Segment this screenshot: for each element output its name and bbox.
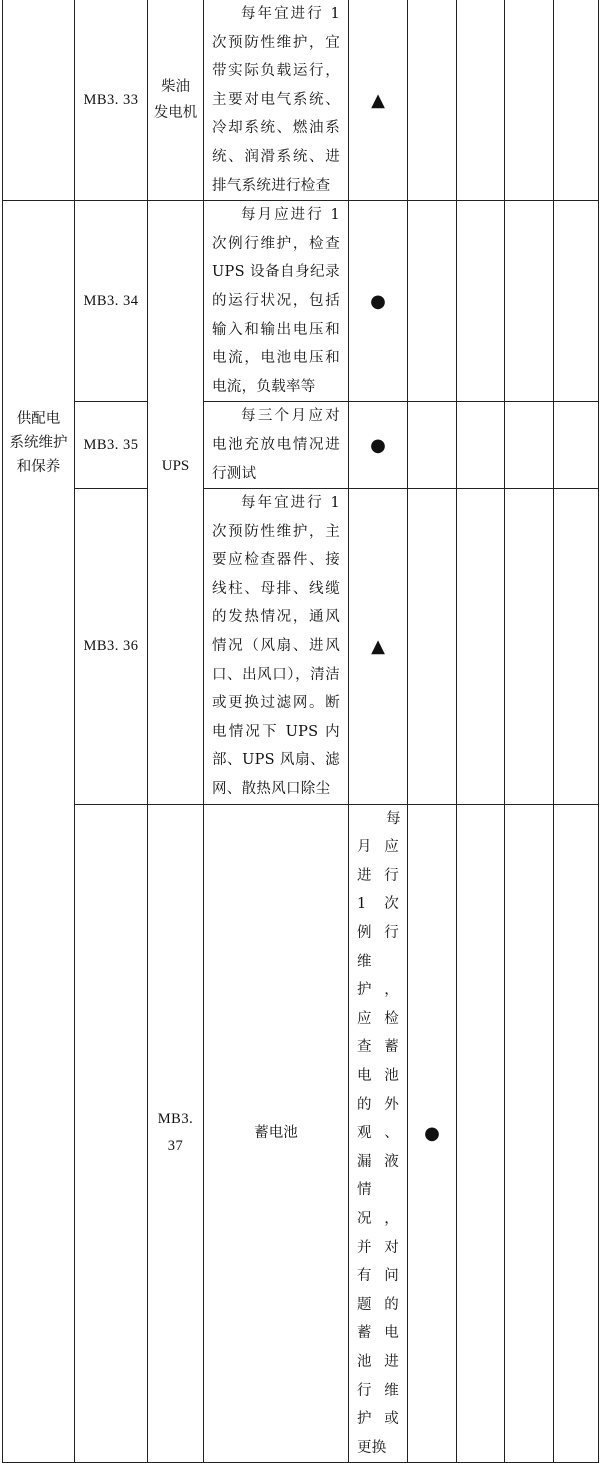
item-description: 每月应进行 1 次例行维护，检查 UPS 设备自身纪录的运行状况，包括输入和输出电压和电流，电池电压和电流，负载率等 <box>204 201 349 402</box>
device-name-battery: 蓄电池 <box>204 804 349 1463</box>
item-code: MB3. 37 <box>148 804 204 1463</box>
blank-cell <box>554 489 599 805</box>
category-line: 和保养 <box>16 459 61 476</box>
blank-cell <box>457 402 505 489</box>
blank-cell <box>457 201 505 402</box>
blank-cell <box>505 0 554 201</box>
item-description: 每三个月应对电池充放电情况进行测试 <box>204 402 349 489</box>
triangle-mark-icon: ▲ <box>349 0 408 201</box>
blank-cell <box>457 489 505 805</box>
dot-mark-icon: ● <box>408 804 457 1463</box>
blank-cell <box>408 201 457 402</box>
item-code: MB3. 33 <box>75 0 148 201</box>
triangle-mark-icon: ▲ <box>349 489 408 805</box>
device-name-ups <box>148 201 204 804</box>
device-name-diesel <box>148 0 204 201</box>
item-description: 每月应进行 1 次例行维护，应检查蓄电池的外观、漏液情况，并对有问题的蓄电池进行维护或更换 <box>349 804 408 1463</box>
table-row <box>3 804 599 1463</box>
blank-cell <box>505 489 554 805</box>
item-code: MB3. 34 <box>75 201 148 402</box>
item-code: MB3. 35 <box>75 402 148 489</box>
item-description: 每年宜进行 1 次预防性维护，主要应检查器件、接线柱、母排、线缆的发热情况，通风情况（风扇、进风口、出风口），清洁或更换过滤网。断电情况下 UPS 内部、UPS 风扇、滤网、散热风口除尘 <box>204 489 349 805</box>
category-line: 系统维护 <box>9 435 68 452</box>
table-row <box>3 489 599 805</box>
dot-mark-icon: ● <box>349 201 408 402</box>
device-name-line: 柴油 <box>161 79 190 96</box>
category-cell-bottom <box>75 804 148 1463</box>
table-row <box>3 0 599 201</box>
item-description: 每年宜进行 1 次预防性维护，宜带实际负载运行，主要对电气系统、冷却系统、燃油系统、润滑系统、进排气系统进行检查 <box>204 0 349 201</box>
blank-cell <box>408 402 457 489</box>
table-row <box>3 201 599 402</box>
blank-cell <box>505 402 554 489</box>
maintenance-table <box>2 0 599 1463</box>
blank-cell <box>408 0 457 201</box>
table-row <box>3 402 599 489</box>
blank-cell <box>554 201 599 402</box>
blank-cell <box>554 402 599 489</box>
dot-mark-icon: ● <box>349 402 408 489</box>
blank-cell <box>505 804 554 1463</box>
category-line: 供配电 <box>16 411 61 428</box>
item-code: MB3. 36 <box>75 489 148 805</box>
blank-cell <box>457 804 505 1463</box>
blank-cell <box>505 201 554 402</box>
device-name-line: UPS <box>161 458 190 475</box>
device-name-line: 发电机 <box>153 105 198 122</box>
blank-cell <box>408 489 457 805</box>
category-cell-top <box>3 0 75 201</box>
blank-cell <box>457 0 505 201</box>
blank-cell <box>554 0 599 201</box>
blank-cell <box>554 804 599 1463</box>
